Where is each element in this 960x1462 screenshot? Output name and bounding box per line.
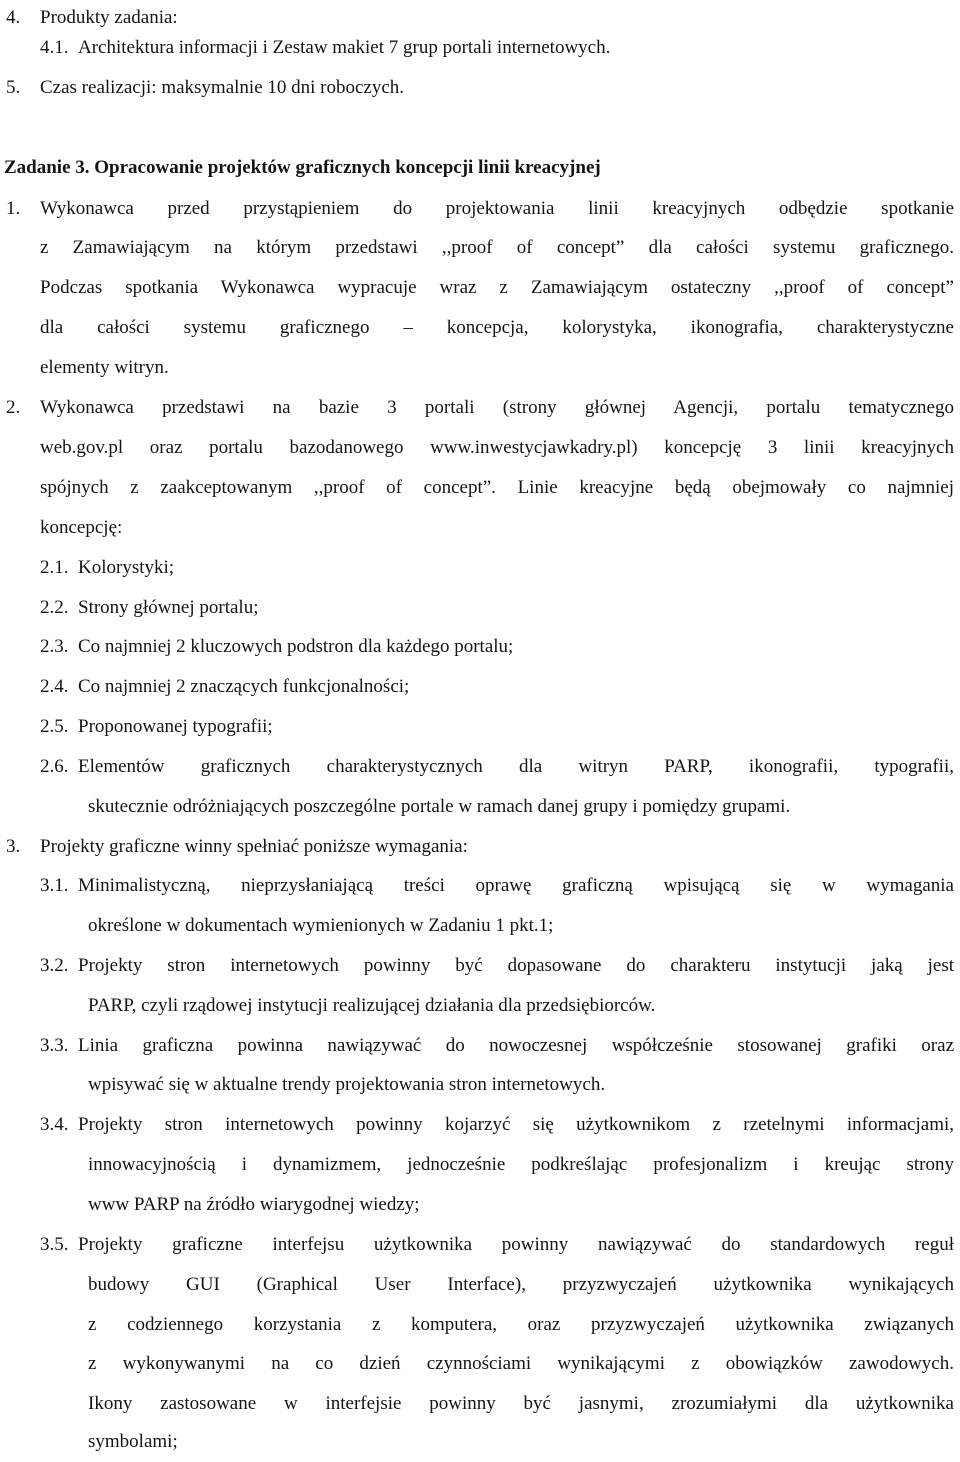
- subitem-text: Elementów graficznych charakterystycznych dla witryn PARP, ikonografii, typografii,: [78, 756, 954, 777]
- paragraph-line: spójnych z zaakceptowanym ,,proof of concept”. Linie kreacyjne będą obejmowały co najmniej: [40, 477, 954, 498]
- paragraph-line: dla całości systemu graficznego – koncepcja, kolorystyka, ikonografia, charakterystyczne: [40, 317, 954, 338]
- item-number: 3.5.: [40, 1234, 69, 1255]
- paragraph-line: elementy witryn.: [40, 357, 169, 378]
- item-number: 3.4.: [40, 1114, 69, 1135]
- subitem-text: Minimalistyczną, nieprzysłaniającą treści oprawę graficzną wpisującą się w wymagania: [78, 875, 954, 896]
- item-number: 3.2.: [40, 955, 69, 976]
- subitem-text: z codziennego korzystania z komputera, oraz przyzwyczajeń użytkownika związanych: [88, 1314, 954, 1335]
- item-number: 3.: [6, 836, 21, 857]
- item-number: 2.5.: [40, 716, 69, 737]
- subitem-text: PARP, czyli rządowej instytucji realizującej działania dla przedsiębiorców.: [88, 995, 656, 1016]
- subitem-text: Strony głównej portalu;: [78, 597, 259, 618]
- item-number: 2.2.: [40, 597, 69, 618]
- item-text: Produkty zadania:: [40, 7, 178, 28]
- subitem-text: Projekty stron internetowych powinny być dopasowane do charakteru instytucji jaką jest: [78, 955, 954, 976]
- subitem-text: Projekty stron internetowych powinny kojarzyć się użytkownikom z rzetelnymi informacjami,: [78, 1114, 954, 1135]
- item-number: 4.1.: [40, 37, 69, 58]
- item-number: 2.: [6, 397, 21, 418]
- paragraph-line: Wykonawca przedstawi na bazie 3 portali (strony głównej Agencji, portalu tematycznego: [40, 397, 954, 418]
- paragraph-line: web.gov.pl oraz portalu bazodanowego www.inwestycjawkadry.pl) koncepcję 3 linii kreacyjnych: [40, 437, 954, 458]
- subitem-text: Co najmniej 2 kluczowych podstron dla każdego portalu;: [78, 636, 514, 657]
- subitem-text: skutecznie odróżniających poszczególne portale w ramach danej grupy i pomiędzy grupami.: [88, 796, 791, 817]
- subitem-text: z wykonywanymi na co dzień czynnościami wynikającymi z obowiązków zawodowych.: [88, 1353, 954, 1374]
- item-number: 2.3.: [40, 636, 69, 657]
- item-number: 2.6.: [40, 756, 69, 777]
- subitem-text: Projekty graficzne interfejsu użytkownika powinny nawiązywać do standardowych reguł: [78, 1234, 954, 1255]
- item-number: 4.: [6, 7, 21, 28]
- paragraph-line: Projekty graficzne winny spełniać poniższe wymagania:: [40, 836, 468, 857]
- subitem-text: innowacyjnością i dynamizmem, jednocześnie podkreślając profesjonalizm i kreując strony: [88, 1154, 954, 1175]
- subitem-text: Ikony zastosowane w interfejsie powinny być jasnymi, zrozumiałymi dla użytkownika: [88, 1393, 954, 1414]
- subitem-text: określone w dokumentach wymienionych w Zadaniu 1 pkt.1;: [88, 915, 554, 936]
- subitem-text: Proponowanej typografii;: [78, 716, 273, 737]
- subitem-text: wpisywać się w aktualne trendy projektowania stron internetowych.: [88, 1074, 606, 1095]
- paragraph-line: Wykonawca przed przystąpieniem do projektowania linii kreacyjnych odbędzie spotkanie: [40, 198, 954, 219]
- subitem-text: Co najmniej 2 znaczących funkcjonalności;: [78, 676, 410, 697]
- item-number: 3.3.: [40, 1035, 69, 1056]
- subitem-text: Kolorystyki;: [78, 557, 175, 578]
- item-number: 3.1.: [40, 875, 69, 896]
- item-text: Czas realizacji: maksymalnie 10 dni roboczych.: [40, 77, 405, 98]
- item-text: Architektura informacji i Zestaw makiet 7 grup portali internetowych.: [78, 37, 611, 58]
- item-number: 2.1.: [40, 557, 69, 578]
- subitem-text: symbolami;: [88, 1431, 178, 1452]
- paragraph-line: Podczas spotkania Wykonawca wypracuje wraz z Zamawiającym ostateczny ,,proof of concept”: [40, 277, 954, 298]
- subitem-text: www PARP na źródło wiarygodnej wiedzy;: [88, 1194, 420, 1215]
- item-number: 2.4.: [40, 676, 69, 697]
- subitem-text: budowy GUI (Graphical User Interface), przyzwyczajeń użytkownika wynikających: [88, 1274, 954, 1295]
- item-number: 5.: [6, 77, 21, 98]
- paragraph-line: z Zamawiającym na którym przedstawi ,,proof of concept” dla całości systemu graficznego.: [40, 237, 954, 258]
- task-heading: Zadanie 3. Opracowanie projektów graficznych koncepcji linii kreacyjnej: [4, 157, 601, 178]
- subitem-text: Linia graficzna powinna nawiązywać do nowoczesnej współcześnie stosowanej grafiki oraz: [78, 1035, 954, 1056]
- paragraph-line: koncepcję:: [40, 517, 123, 538]
- item-number: 1.: [6, 198, 21, 219]
